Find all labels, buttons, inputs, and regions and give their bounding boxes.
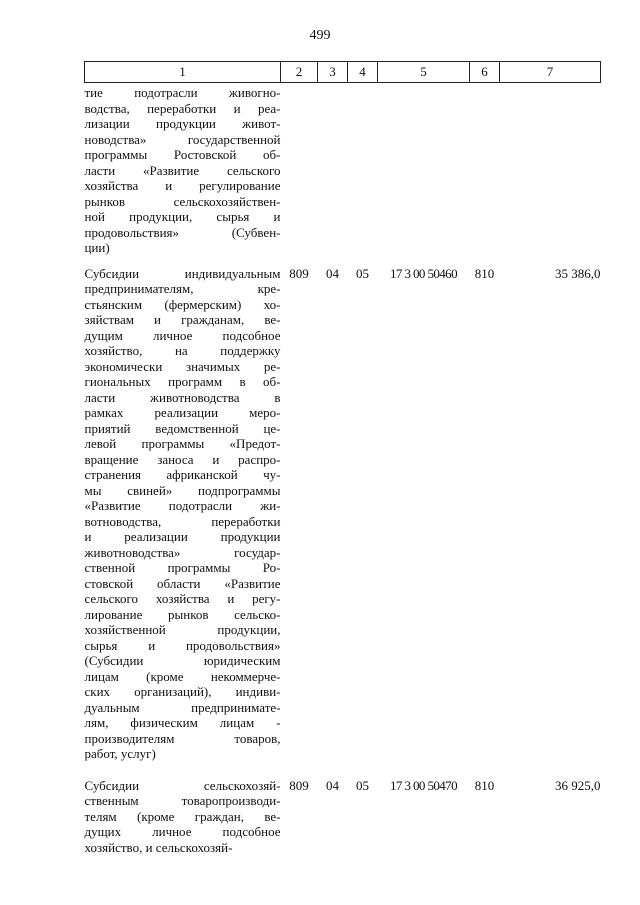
description-line: и реализации продукции — [84, 529, 281, 544]
description-line: хозяйства и регулирование — [84, 178, 281, 193]
budget-table — [84, 61, 601, 861]
expense-type-code: 810 — [474, 265, 495, 281]
description-cell — [85, 768, 281, 862]
description-line: гиональных программ в об- — [84, 374, 281, 389]
description-line: Субсидии индивидуальным — [84, 265, 281, 281]
description-line: телям (кроме граждан, ве- — [84, 808, 281, 824]
subsection-code — [348, 83, 378, 256]
description-line: лям, физическим лицам - — [84, 715, 281, 730]
ministry-code: 809 — [289, 777, 309, 793]
section-code — [318, 83, 348, 256]
description-line: дущих личное подсобное — [84, 824, 281, 839]
description-line: рамках реализации меро- — [84, 405, 281, 420]
description-line: дущим личное подсобное — [84, 327, 281, 343]
header-row — [85, 62, 601, 83]
description-line: стовской области «Развитие — [84, 575, 281, 591]
subsection-code: 05 — [356, 265, 369, 281]
description-line: водства, переработки и реа- — [84, 100, 281, 116]
section-code: 04 — [326, 265, 339, 281]
header-cell-7: 7 — [500, 62, 601, 83]
header-cell-1: 1 — [85, 62, 281, 83]
target-article-code: 17 3 00 50460 — [390, 265, 457, 281]
description-line: хозяйство, и сельскохозяй- — [84, 839, 233, 855]
header-cell-6: 6 — [470, 62, 500, 83]
description-line: вотноводства, переработки — [84, 513, 281, 529]
description-line: лирование рынков сельско- — [84, 606, 281, 622]
description-line: рынков сельскохозяйствен- — [84, 193, 281, 209]
ministry-code: 809 — [289, 265, 309, 281]
header-cell-5: 5 — [378, 62, 470, 83]
description-line: ции) — [84, 240, 110, 255]
description-line: стьянским (фермерским) хо- — [84, 296, 281, 312]
section-code: 04 — [326, 777, 339, 793]
description-line: (Субсидии юридическим — [84, 653, 281, 668]
description-line: животноводства» государ- — [84, 544, 281, 560]
description-line: вращение заноса и распро- — [84, 451, 281, 467]
description-line: программы Ростовской об- — [84, 147, 281, 162]
description-line: мы свиней» подпрограммы — [84, 482, 281, 498]
description-line: сельского хозяйства и регу- — [84, 591, 281, 606]
description-line: продовольствия» (Субвен- — [84, 224, 281, 240]
header-cell-2: 2 — [281, 62, 318, 83]
description-line: дуальным предпринимате- — [84, 699, 281, 715]
description-line: Субсидии сельскохозяй- — [84, 777, 281, 793]
description-line: сырья и продовольствия» — [84, 637, 281, 653]
description-line: предпринимателям, кре- — [84, 281, 281, 296]
subsection-code: 05 — [356, 777, 369, 793]
table-row — [85, 768, 601, 862]
description-line: зяйствам и гражданам, ве- — [84, 312, 281, 327]
description-line: приятий ведомственной це- — [84, 420, 281, 436]
target-article-code: 17 3 00 50470 — [390, 777, 457, 793]
header-cell-3: 3 — [318, 62, 348, 83]
target-article-code — [378, 83, 470, 256]
description-line: работ, услуг) — [84, 746, 156, 761]
description-line: производителям товаров, — [84, 730, 281, 746]
description-cell — [85, 83, 281, 256]
description-line: ласти животноводства в — [84, 389, 281, 405]
description-cell — [85, 256, 281, 768]
description-line: тие подотрасли живогно- — [84, 85, 281, 100]
amount — [500, 83, 601, 256]
description-line: странения африканской чу- — [84, 467, 281, 482]
description-line: лизации продукции живот- — [84, 116, 281, 131]
description-line: хозяйство, на поддержку — [84, 343, 281, 358]
description-line: лицам (кроме некоммерче- — [84, 668, 281, 684]
ministry-code — [281, 83, 318, 256]
table-row — [85, 83, 601, 256]
description-line: хозяйственной продукции, — [84, 622, 281, 637]
header-cell-4: 4 — [348, 62, 378, 83]
expense-type-code — [470, 83, 500, 256]
expense-type-code: 810 — [474, 777, 495, 793]
description-line: левой программы «Предот- — [84, 436, 281, 451]
description-line: ласти «Развитие сельского — [84, 162, 281, 178]
description-line: ной продукции, сырья и — [84, 209, 281, 224]
description-line: ских организаций), индиви- — [84, 684, 281, 699]
table-row — [85, 256, 601, 768]
amount: 35 386,0 — [555, 265, 601, 281]
description-line: ственной программы Ро- — [84, 560, 281, 575]
description-line: новодства» государственной — [84, 131, 281, 147]
amount: 36 925,0 — [555, 777, 601, 793]
description-line: ственным товаропроизводи- — [84, 793, 281, 808]
description-line: «Развитие подотрасли жи- — [84, 498, 281, 513]
description-line: экономически значимых ре- — [84, 358, 281, 374]
page-number: 499 — [309, 28, 331, 43]
